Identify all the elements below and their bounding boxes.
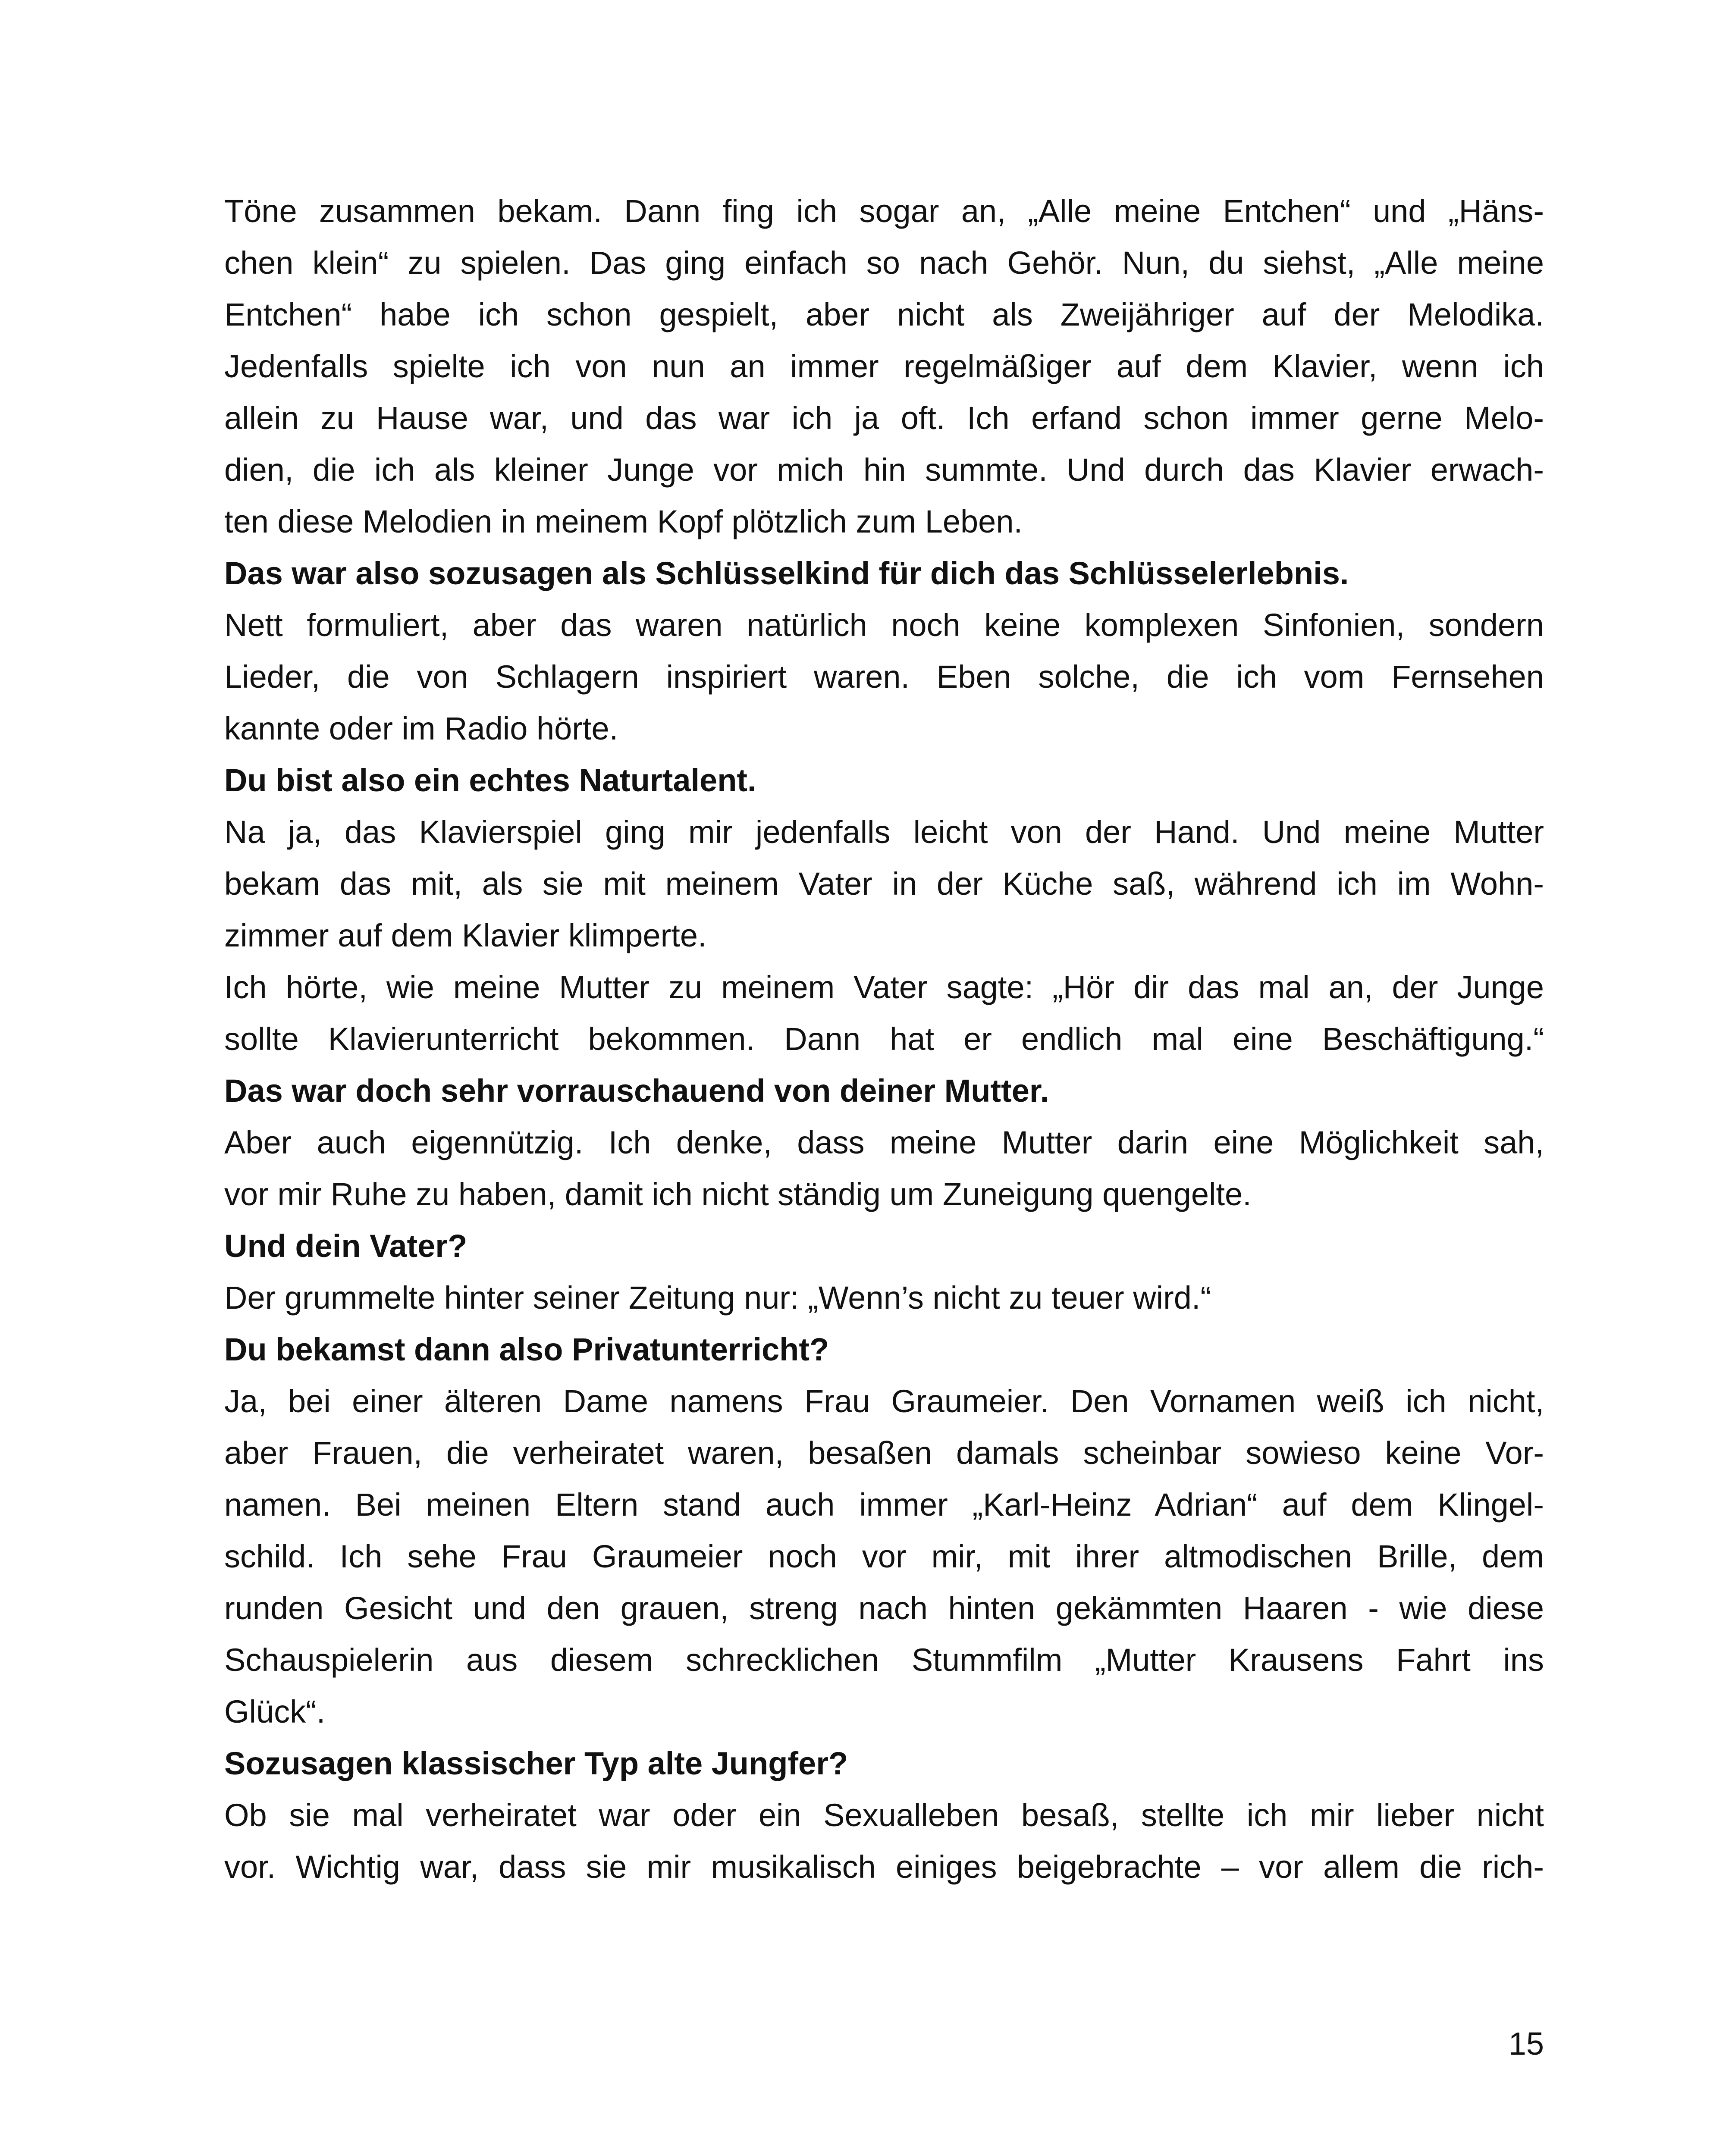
- text-line: aber Frauen, die verheiratet waren, besaßen damals scheinbar sowieso keine Vor-: [224, 1435, 1544, 1471]
- text-line: allein zu Hause war, und das war ich ja oft. Ich erfand schon immer gerne Melo-: [224, 400, 1544, 436]
- text-line: namen. Bei meinen Eltern stand auch immer „Karl-Heinz Adrian“ auf dem Klingel-: [224, 1487, 1544, 1523]
- text-line: zimmer auf dem Klavier klimperte.: [224, 918, 707, 953]
- text-line: runden Gesicht und den grauen, streng nach hinten gekämmten Haaren - wie diese: [224, 1590, 1544, 1626]
- text-line: Lieder, die von Schlagern inspiriert waren. Eben solche, die ich vom Fernsehen: [224, 659, 1544, 695]
- text-line: Ja, bei einer älteren Dame namens Frau Graumeier. Den Vornamen weiß ich nicht,: [224, 1383, 1544, 1419]
- question-line: Du bist also ein echtes Naturtalent.: [224, 762, 756, 798]
- text-line: sollte Klavierunterricht bekommen. Dann hat er endlich mal eine Beschäftigung.“: [224, 1021, 1544, 1057]
- text-line: chen klein“ zu spielen. Das ging einfach so nach Gehör. Nun, du siehst, „Alle meine: [224, 245, 1544, 281]
- text-line: Entchen“ habe ich schon gespielt, aber nicht als Zweijähriger auf der Melodika.: [224, 297, 1544, 332]
- text-line: Nett formuliert, aber das waren natürlich noch keine komplexen Sinfonien, sondern: [224, 607, 1544, 643]
- text-line: Ob sie mal verheiratet war oder ein Sexualleben besaß, stellte ich mir lieber nicht: [224, 1797, 1544, 1833]
- question-line: Sozusagen klassischer Typ alte Jungfer?: [224, 1745, 848, 1781]
- question-line: Das war also sozusagen als Schlüsselkind für dich das Schlüsselerlebnis.: [224, 555, 1349, 591]
- question-line: Und dein Vater?: [224, 1228, 468, 1264]
- text-line: ten diese Melodien in meinem Kopf plötzlich zum Leben.: [224, 504, 1023, 539]
- text-line: bekam das mit, als sie mit meinem Vater in der Küche saß, während ich im Wohn-: [224, 866, 1544, 902]
- text-line: Na ja, das Klavierspiel ging mir jedenfalls leicht von der Hand. Und meine Mutter: [224, 814, 1544, 850]
- text-line: Jedenfalls spielte ich von nun an immer regelmäßiger auf dem Klavier, wenn ich: [224, 348, 1544, 384]
- text-line: Der grummelte hinter seiner Zeitung nur: „Wenn’s nicht zu teuer wird.“: [224, 1280, 1211, 1316]
- text-line: Glück“.: [224, 1694, 326, 1730]
- question-line: Das war doch sehr vorrauschauend von deiner Mutter.: [224, 1073, 1049, 1109]
- body-text: [224, 185, 1544, 1893]
- text-line: Schauspielerin aus diesem schrecklichen Stummfilm „Mutter Krausens Fahrt ins: [224, 1642, 1544, 1678]
- text-line: schild. Ich sehe Frau Graumeier noch vor mir, mit ihrer altmodischen Brille, dem: [224, 1539, 1544, 1574]
- text-line: Aber auch eigennützig. Ich denke, dass meine Mutter darin eine Möglichkeit sah,: [224, 1125, 1544, 1160]
- text-line: kannte oder im Radio hörte.: [224, 711, 618, 746]
- text-line: vor mir Ruhe zu haben, damit ich nicht ständig um Zuneigung quengelte.: [224, 1176, 1252, 1212]
- text-line: vor. Wichtig war, dass sie mir musikalisch einiges beigebrachte – vor allem die rich-: [224, 1849, 1544, 1885]
- text-line: Töne zusammen bekam. Dann fing ich sogar an, „Alle meine Entchen“ und „Häns-: [224, 193, 1544, 229]
- text-line: Ich hörte, wie meine Mutter zu meinem Vater sagte: „Hör dir das mal an, der Junge: [224, 969, 1544, 1005]
- text-line: dien, die ich als kleiner Junge vor mich hin summte. Und durch das Klavier erwach-: [224, 452, 1544, 488]
- question-line: Du bekamst dann also Privatunterricht?: [224, 1332, 829, 1367]
- page-number: 15: [1508, 2026, 1544, 2062]
